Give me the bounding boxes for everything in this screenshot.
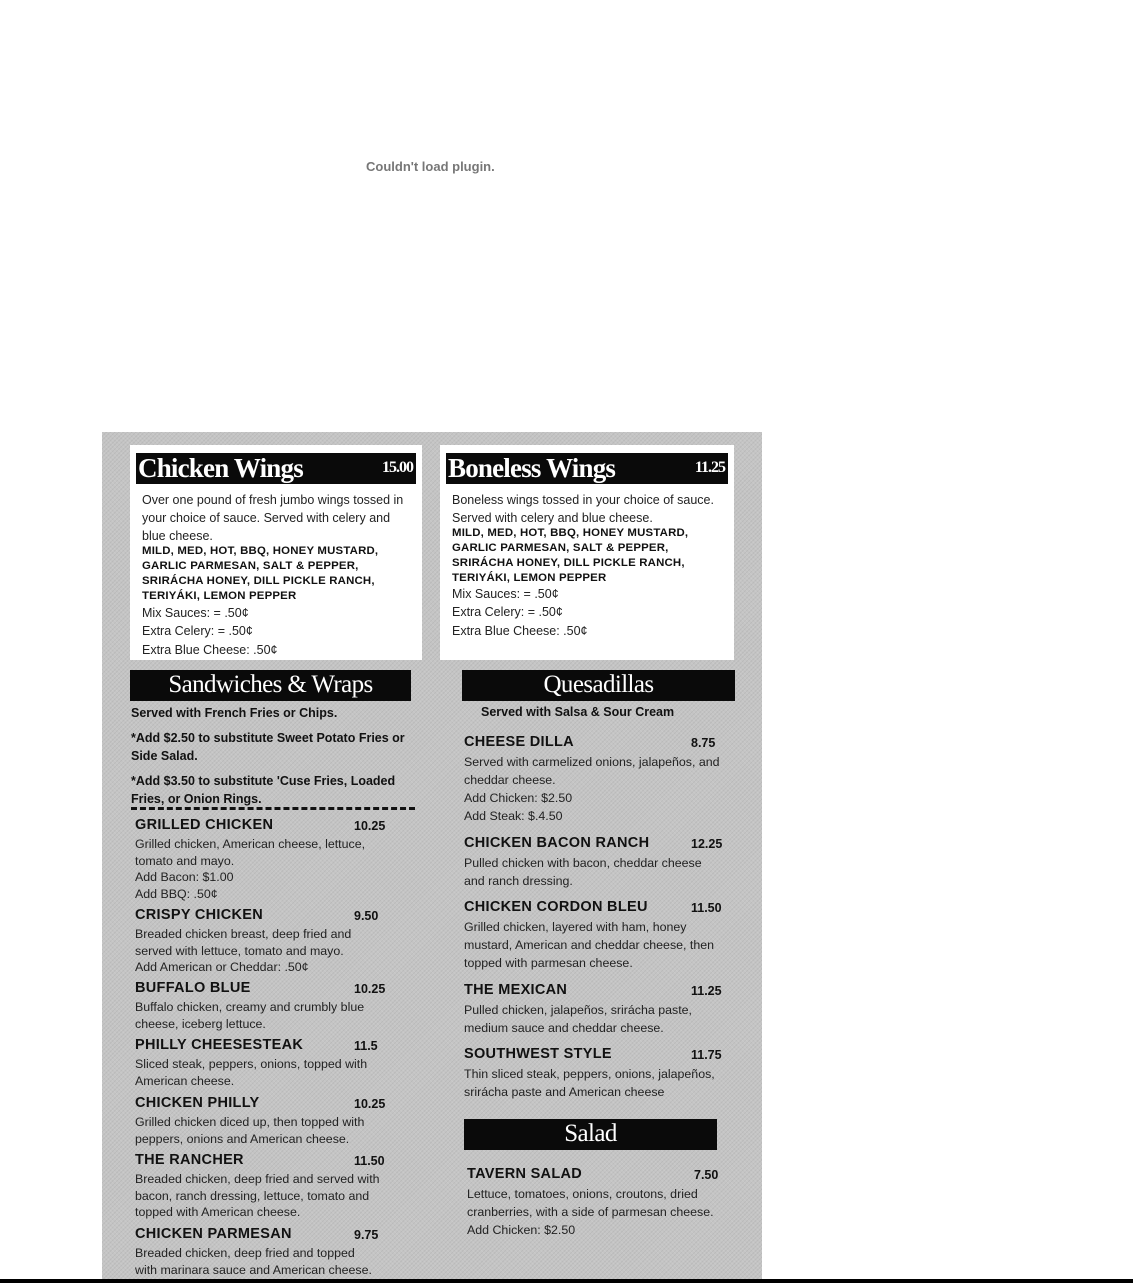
menu-item-description: Grilled chicken diced up, then topped with peppers, onions and American cheese. bbox=[135, 1115, 365, 1146]
chicken-wings-price: 15.00 bbox=[382, 459, 413, 476]
menu-item-price: 10.25 bbox=[354, 1097, 386, 1111]
menu-item-name: SOUTHWEST STYLE bbox=[464, 1046, 612, 1062]
chicken-wings-description: Over one pound of fresh jumbo wings tossed in your choice of sauce. Served with celery and blue cheese. bbox=[142, 493, 404, 543]
boneless-wings-header bbox=[446, 453, 728, 484]
dashed-divider bbox=[131, 807, 415, 810]
menu-item-name: CHEESE DILLA bbox=[464, 734, 574, 750]
menu-item-name: PHILLY CHEESESTEAK bbox=[135, 1037, 304, 1053]
menu-item-description: Lettuce, tomatoes, onions, croutons, dried cranberries, with a side of parmesan cheese. Add Chicken: $2.50 bbox=[467, 1187, 714, 1237]
extra-line: Extra Blue Cheese: .50¢ bbox=[142, 642, 278, 657]
menu-item-price: 9.50 bbox=[354, 909, 379, 923]
menu-item-description: Served with carmelized onions, jalapeños, and cheddar cheese. Add Chicken: $2.50 Add Steak: $.4.50 bbox=[464, 755, 720, 823]
menu-image bbox=[102, 432, 762, 1279]
chicken-wings-panel bbox=[130, 445, 422, 660]
boneless-wings-panel bbox=[440, 445, 734, 660]
sandwiches-note: *Add $3.50 to substitute 'Cuse Fries, Loaded Fries, or Onion Rings. bbox=[131, 774, 396, 806]
boneless-wings-price: 11.25 bbox=[694, 459, 725, 476]
menu-item-price: 11.5 bbox=[354, 1039, 378, 1053]
menu-item-price: 12.25 bbox=[691, 837, 723, 851]
menu-item-description: Buffalo chicken, creamy and crumbly blue cheese, iceberg lettuce. bbox=[135, 1000, 365, 1031]
menu-item-name: THE RANCHER bbox=[135, 1152, 244, 1168]
menu-item-name: CHICKEN BACON RANCH bbox=[464, 835, 650, 851]
menu-item-price: 11.75 bbox=[691, 1048, 722, 1062]
extra-line: Extra Celery: = .50¢ bbox=[452, 605, 563, 620]
menu-item-description: Pulled chicken, jalapeños, srirácha paste, medium sauce and cheddar cheese. bbox=[464, 1003, 692, 1035]
menu-item-description: Grilled chicken, layered with ham, honey mustard, American and cheddar cheese, then topped with parmesan cheese. bbox=[464, 920, 715, 970]
boneless-wings-description: Boneless wings tossed in your choice of sauce. Served with celery and blue cheese. bbox=[452, 493, 714, 525]
boneless-wings-sauces: MILD, MED, HOT, BBQ, HONEY MUSTARD, GARLIC PARMESAN, SALT & PEPPER, SRIRÁCHA HONEY, DILL PICKLE RANCH, TERIYÁKI, LEMON PEPPER bbox=[452, 527, 689, 584]
plugin-error-message: Couldn't load plugin. bbox=[366, 159, 495, 174]
boneless-wings-title: Boneless Wings bbox=[448, 453, 616, 483]
extra-line: Mix Sauces: = .50¢ bbox=[142, 606, 249, 620]
menu-item-price: 10.25 bbox=[354, 819, 386, 833]
quesadillas-heading: Quesadillas bbox=[462, 670, 735, 701]
menu-item-name: THE MEXICAN bbox=[464, 982, 568, 998]
chicken-wings-header bbox=[136, 453, 416, 484]
menu-item-price: 11.50 bbox=[691, 901, 722, 915]
menu-item-name: CHICKEN CORDON BLEU bbox=[464, 899, 648, 915]
menu-item-name: CHICKEN PHILLY bbox=[135, 1095, 260, 1111]
bottom-border bbox=[0, 1279, 1133, 1283]
sandwiches-subtitle: Served with French Fries or Chips. bbox=[131, 706, 338, 720]
chicken-wings-extras bbox=[142, 604, 278, 659]
menu-item-description: Breaded chicken, deep fried and served with bacon, ranch dressing, lettuce, tomato and topped with American cheese. bbox=[135, 1172, 380, 1219]
quesadillas-subtitle: Served with Salsa & Sour Cream bbox=[481, 705, 675, 719]
menu-item-price: 10.25 bbox=[354, 982, 386, 996]
extra-line: Extra Celery: = .50¢ bbox=[142, 624, 253, 639]
boneless-wings-extras bbox=[452, 585, 588, 640]
menu-item-name: TAVERN SALAD bbox=[467, 1166, 583, 1182]
sandwiches-note: *Add $2.50 to substitute Sweet Potato Fries or Side Salad. bbox=[131, 731, 405, 763]
menu-item-description: Breaded chicken, deep fried and topped with marinara sauce and American cheese. bbox=[135, 1246, 372, 1277]
menu-item-price: 7.50 bbox=[694, 1168, 719, 1182]
extra-line: Mix Sauces: = .50¢ bbox=[452, 587, 559, 601]
menu-item-description: Breaded chicken breast, deep fried and served with lettuce, tomato and mayo. Add American or Cheddar: .50¢ bbox=[135, 927, 352, 974]
menu-item-price: 11.25 bbox=[691, 984, 722, 998]
chicken-wings-sauces: MILD, MED, HOT, BBQ, HONEY MUSTARD, GARLIC PARMESAN, SALT & PEPPER, SRIRÁCHA HONEY, DILL PICKLE RANCH, TERIYÁKI, LEMON PEPPER bbox=[142, 545, 379, 602]
sandwiches-heading: Sandwiches & Wraps bbox=[130, 670, 411, 701]
menu-item-name: CRISPY CHICKEN bbox=[135, 907, 264, 923]
chicken-wings-title: Chicken Wings bbox=[138, 453, 303, 483]
menu-item-description: Grilled chicken, American cheese, lettuce, tomato and mayo. Add Bacon: $1.00 Add BBQ: .50¢ bbox=[135, 837, 366, 901]
menu-item-description: Sliced steak, peppers, onions, topped with American cheese. bbox=[135, 1057, 368, 1088]
salad-heading: Salad bbox=[464, 1119, 717, 1150]
menu-item-name: GRILLED CHICKEN bbox=[135, 817, 274, 833]
menu-item-name: CHICKEN PARMESAN bbox=[135, 1226, 292, 1242]
menu-item-description: Pulled chicken with bacon, cheddar cheese and ranch dressing. bbox=[464, 856, 702, 888]
menu-item-description: Thin sliced steak, peppers, onions, jalapeños, srirácha paste and American cheese bbox=[464, 1067, 715, 1099]
menu-item-price: 11.50 bbox=[354, 1154, 385, 1168]
menu-item-price: 8.75 bbox=[691, 736, 716, 750]
extra-line: Extra Blue Cheese: .50¢ bbox=[452, 623, 588, 638]
menu-item-price: 9.75 bbox=[354, 1228, 379, 1242]
menu-item-name: BUFFALO BLUE bbox=[135, 980, 251, 996]
